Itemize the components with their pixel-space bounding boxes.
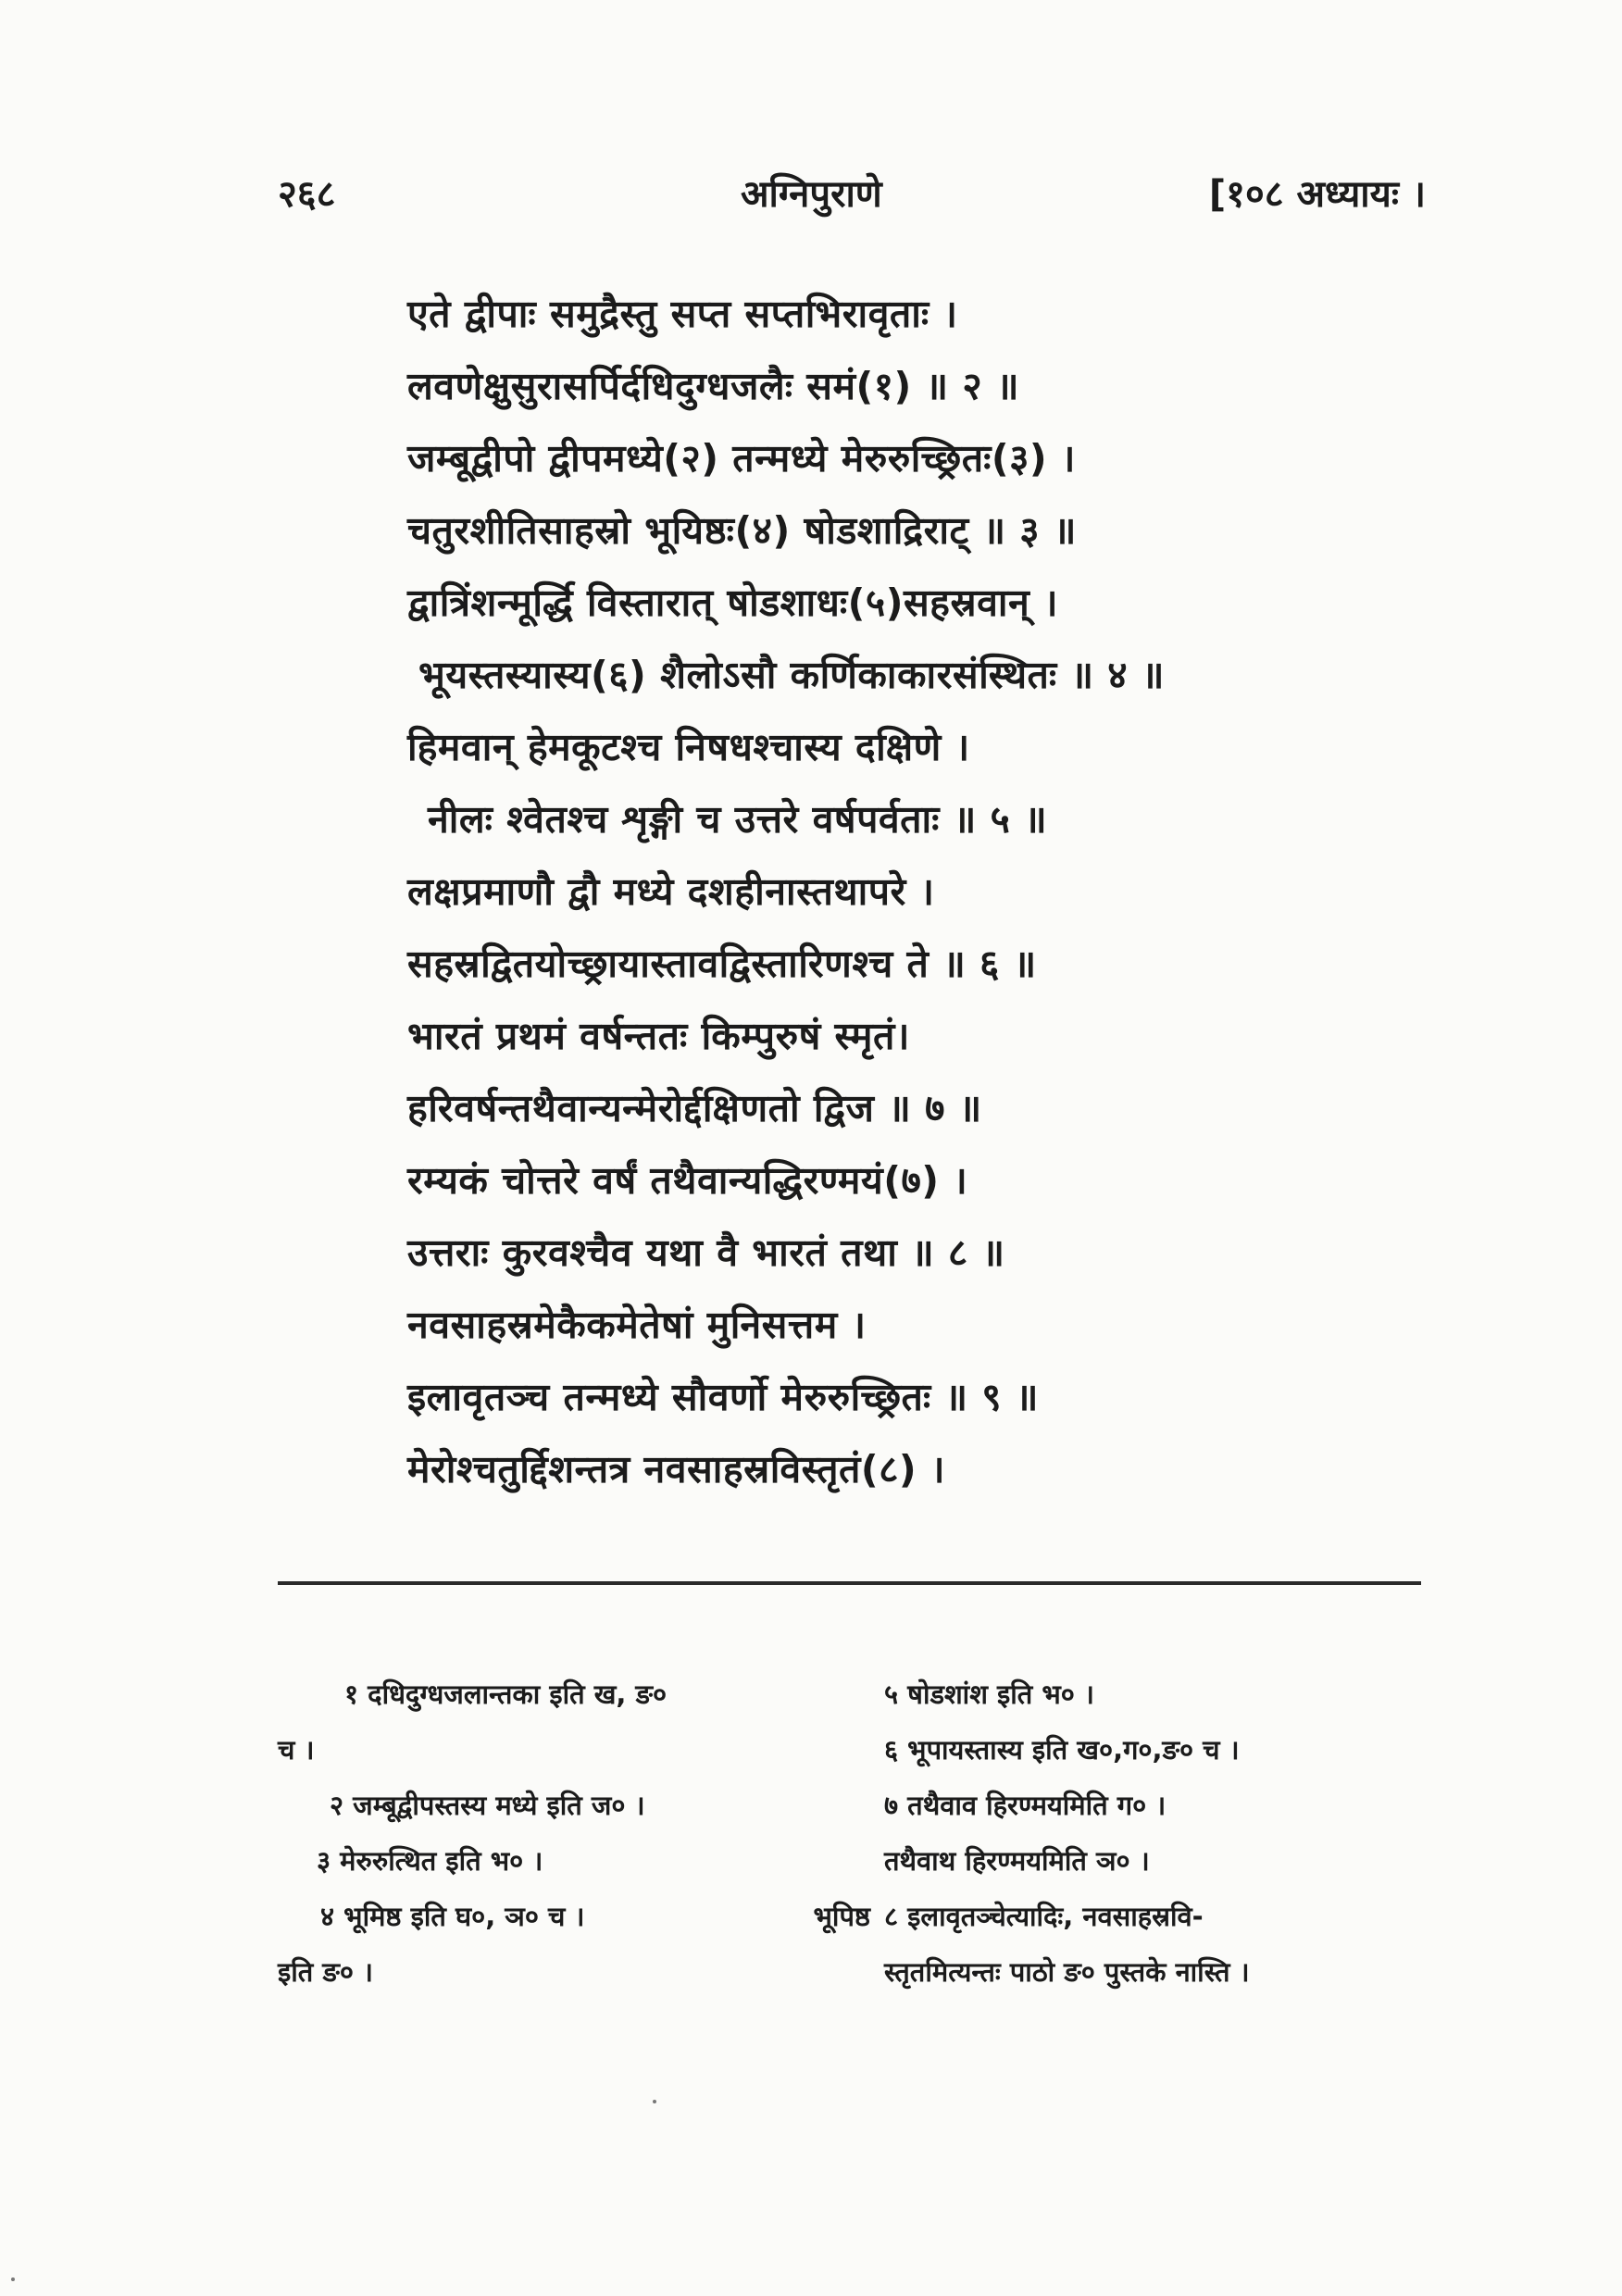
footnote-line: ६ भूपायस्तास्य इति ख०,ग०,ङ० च । (884, 1734, 1240, 1766)
verse-line: नवसाहस्रमेकैकमेतेषां मुनिसत्तम । (407, 1303, 867, 1347)
footnotes-left-column (278, 1666, 889, 2000)
footnote-line: ७ तथैवाव हिरण्मयमिति ग० । (884, 1790, 1167, 1821)
footnote-line: तथैवाथ हिरण्मयमिति ञ० । (884, 1845, 1150, 1877)
footnotes-right-column (884, 1666, 1426, 2000)
verse-line: भारतं प्रथमं वर्षन्ततः किम्पुरुषं स्मृतं। (407, 1014, 910, 1058)
verse-line: चतुरशीतिसाहस्रो भूयिष्ठः(४) षोडशाद्रिराट् ॥ ३ ॥ (407, 508, 1077, 553)
verse-line: द्वात्रिंशन्मूर्द्धि विस्तारात् षोडशाधः(५)सहस्रवान् । (407, 580, 1059, 625)
verse-line: भूयस्तस्यास्य(६) शैलोऽसौ कर्णिकाकारसंस्थितः ॥ ४ ॥ (418, 653, 1165, 697)
footnote-line: ३ मेरुरुत्थित इति भ० । (317, 1845, 543, 1877)
verse-line: नीलः श्वेतश्च शृङ्गी च उत्तरे वर्षपर्वताः ॥ ५ ॥ (428, 797, 1048, 842)
verse-line: मेरोश्चतुर्द्दिशन्तत्र नवसाहस्रविस्तृतं(८) । (407, 1447, 945, 1491)
footnote-line: च । (278, 1734, 315, 1766)
verse-line: लवणेक्षुसुरासर्पिर्दधिदुग्धजलैः समं(१) ॥ २ ॥ (407, 364, 1020, 408)
footnote-divider (278, 1581, 1421, 1585)
running-title: अग्निपुराणे (741, 173, 882, 216)
chapter-label: [१०८ अध्यायः । (1208, 173, 1426, 216)
verse-line: एते द्वीपाः समुद्रैस्तु सप्त सप्तभिरावृताः । (407, 292, 958, 336)
page-header (278, 167, 1426, 231)
verse-line: सहस्रद्वितयोच्छ्रायास्तावद्विस्तारिणश्च ते ॥ ६ ॥ (407, 942, 1037, 986)
verse-line: हिमवान् हेमकूटश्च निषधश्चास्य दक्षिणे । (407, 725, 970, 769)
verse-line: जम्बूद्वीपो द्वीपमध्ये(२) तन्मध्ये मेरुरुच्छ्रितः(३) । (407, 436, 1076, 480)
footnote-line: ८ इलावृतञ्चेत्यादिः, नवसाहस्रवि- (884, 1901, 1204, 1932)
footnote-line: ५ षोडशांश इति भ० । (884, 1678, 1094, 1710)
verse-line: लक्षप्रमाणौ द्वौ मध्ये दशहीनास्तथापरे । (407, 869, 935, 914)
footnote-text: ४ भूमिष्ठ इति घ०, ञ० च । (320, 1901, 585, 1932)
verse-line: इलावृतञ्च तन्मध्ये सौवर्णो मेरुरुच्छ्रितः ॥ ९ ॥ (407, 1375, 1039, 1419)
verse-line: रम्यकं चोत्तरे वर्षं तथैवान्यद्धिरण्मयं(७) । (407, 1158, 968, 1203)
footnote-line: इति ङ० । (278, 1956, 374, 1988)
footnote-line: १ दधिदुग्धजलान्तका इति ख, ङ० (344, 1678, 668, 1710)
verse-line: उत्तराः कुरवश्चैव यथा वै भारतं तथा ॥ ८ ॥ (407, 1230, 1005, 1275)
footnote-line (278, 1889, 889, 1944)
page-number: २६८ (278, 173, 336, 216)
verse-line: हरिवर्षन्तथैवान्यन्मेरोर्द्दक्षिणतो द्विज ॥ ७ ॥ (407, 1086, 982, 1130)
scan-speck (11, 2277, 15, 2281)
footnote-text: भूपिष्ठ (813, 1901, 870, 1932)
verse-block (407, 278, 1333, 1505)
footnote-line: स्तृतमित्यन्तः पाठो ङ० पुस्तके नास्ति । (884, 1956, 1250, 1988)
scan-speck (653, 2100, 656, 2103)
footnote-line: २ जम्बूद्वीपस्तस्य मध्ये इति ज० । (330, 1790, 645, 1821)
